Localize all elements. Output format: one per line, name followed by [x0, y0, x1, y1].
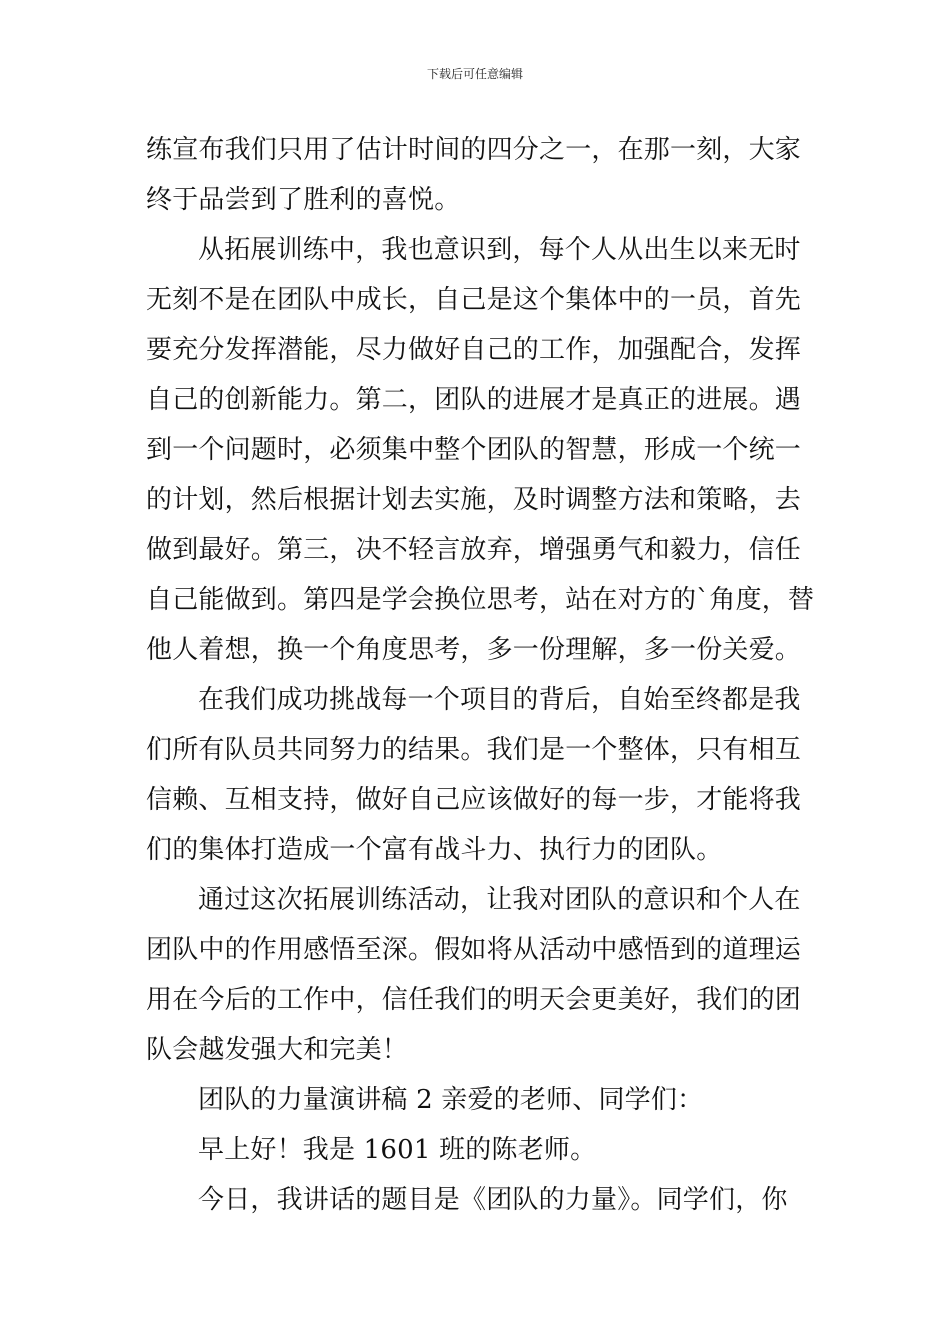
text-line: 从拓展训练中，我也意识到，每个人从出生以来无时: [198, 235, 801, 265]
text-line: 做到最好。第三，决不轻言放弃，增强勇气和毅力，信任: [146, 535, 802, 565]
text-line: 队会越发强大和完美！: [146, 1035, 409, 1065]
text-line: 练宣布我们只用了估计时间的四分之一，在那一刻，大家: [146, 135, 802, 165]
text-line: 无刻不是在团队中成长，自己是这个集体中的一员，首先: [146, 285, 802, 315]
text-line: 今日，我讲话的题目是《团队的力量》。同学们，你: [198, 1185, 788, 1215]
text-line: 自己能做到。第四是学会换位思考，站在对方的`角度，替: [146, 585, 815, 615]
text-line: 早上好！我是 1601 班的陈老师。: [198, 1135, 597, 1165]
text-line: 的计划，然后根据计划去实施，及时调整方法和策略，去: [146, 485, 802, 515]
text-line: 用在今后的工作中，信任我们的明天会更美好，我们的团: [146, 985, 802, 1015]
document-body: [146, 125, 815, 1225]
text-line: 到一个问题时，必须集中整个团队的智慧，形成一个统一: [146, 435, 802, 465]
text-line: 团队中的作用感悟至深。假如将从活动中感悟到的道理运: [146, 935, 802, 965]
text-line: 自己的创新能力。第二，团队的进展才是真正的进展。遇: [146, 385, 802, 415]
text-line: 通过这次拓展训练活动，让我对团队的意识和个人在: [198, 885, 801, 915]
text-line: 要充分发挥潜能，尽力做好自己的工作，加强配合，发挥: [146, 335, 802, 365]
text-line: 他人着想，换一个角度思考，多一份理解，多一份关爱。: [146, 635, 802, 665]
text-line: 在我们成功挑战每一个项目的背后，自始至终都是我: [198, 685, 801, 715]
text-line: 们所有队员共同努力的结果。我们是一个整体，只有相互: [146, 735, 802, 765]
text-line: 信赖、互相支持，做好自己应该做好的每一步，才能将我: [146, 785, 802, 815]
text-line: 终于品尝到了胜利的喜悦。: [146, 185, 461, 215]
text-line: 团队的力量演讲稿 2 亲爱的老师、同学们：: [198, 1085, 704, 1115]
text-line: 们的集体打造成一个富有战斗力、执行力的团队。: [146, 835, 723, 865]
page-header: 下载后可任意编辑: [426, 67, 523, 81]
